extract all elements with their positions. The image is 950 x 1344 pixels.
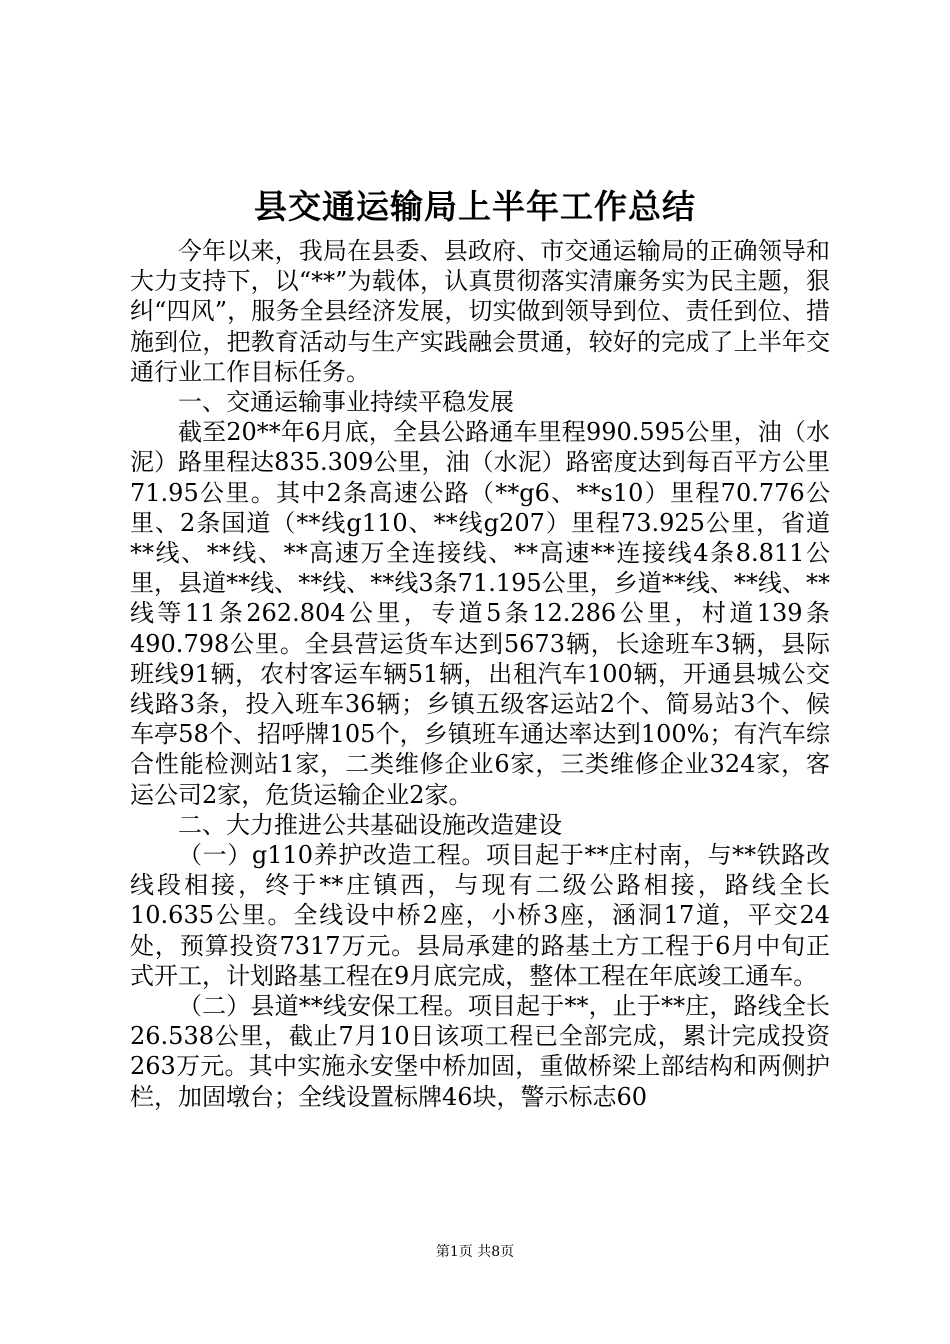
paragraph-project-2: （二）县道**线安保工程。项目起于**，止于**庄，路线全长26.538公里，截止7月10日该项工程已全部完成，累计完成投资263万元。其中实施永安堡中桥加固，重做桥梁上部结构和两侧护栏，加固墩台；全线设置标牌46块，警示标志60: [130, 992, 830, 1111]
paragraph-intro: 今年以来，我局在县委、县政府、市交通运输局的正确领导和大力支持下，以“**”为载体，认真贯彻落实清廉务实为民主题，狠纠“四风”，服务全县经济发展，切实做到领导到位、责任到位、措施到位，把教育活动与生产实践融会贯通，较好的完成了上半年交通行业工作目标任务。: [130, 237, 830, 386]
section-heading-2: 二、大力推进公共基础设施改造建设: [178, 810, 562, 839]
document-body: [130, 236, 830, 1112]
page-number: 第1页 共8页: [435, 1244, 515, 1260]
section-heading-1: 一、交通运输事业持续平稳发展: [178, 388, 514, 417]
paragraph-statistics: 截至20**年6月底，全县公路通车里程990.595公里，油（水泥）路里程达835.309公里，油（水泥）路密度达到每百平方公里71.95公里。其中2条高速公路（**g6、**s10）里程70.776公里、2条国道（**线g110、**线g207）里程73.925公里，省道**线、**线、**高速万全连接线、**高速**连接线4条8.811公里，县道**线、**线、**线3条71.195公里，乡道**线、**线、**线等11条262.804公里，专道5条12.286公里，村道139条490.798公里。全县营运货车达到5673辆，长途班车3辆，县际班线91辆，农村客运车辆51辆，出租汽车100辆，开通县城公交线路3条，投入班车36辆；乡镇五级客运站2个、简易站3个、候车亭58个、招呼牌105个，乡镇班车通达率达到100%；有汽车综合性能检测站1家，二类维修企业6家，三类维修企业324家，客运公司2家，危货运输企业2家。: [130, 418, 830, 809]
paragraph-project-1: （一）g110养护改造工程。项目起于**庄村南，与**铁路改线段相接，终于**庄镇西，与现有二级公路相接，路线全长10.635公里。全线设中桥2座，小桥3座，涵洞17道，平交24处，预算投资7317万元。县局承建的路基土方工程于6月中旬正式开工，计划路基工程在9月底完成，整体工程在年底竣工通车。: [130, 841, 830, 990]
document-title: 县交通运输局上半年工作总结: [254, 187, 696, 226]
